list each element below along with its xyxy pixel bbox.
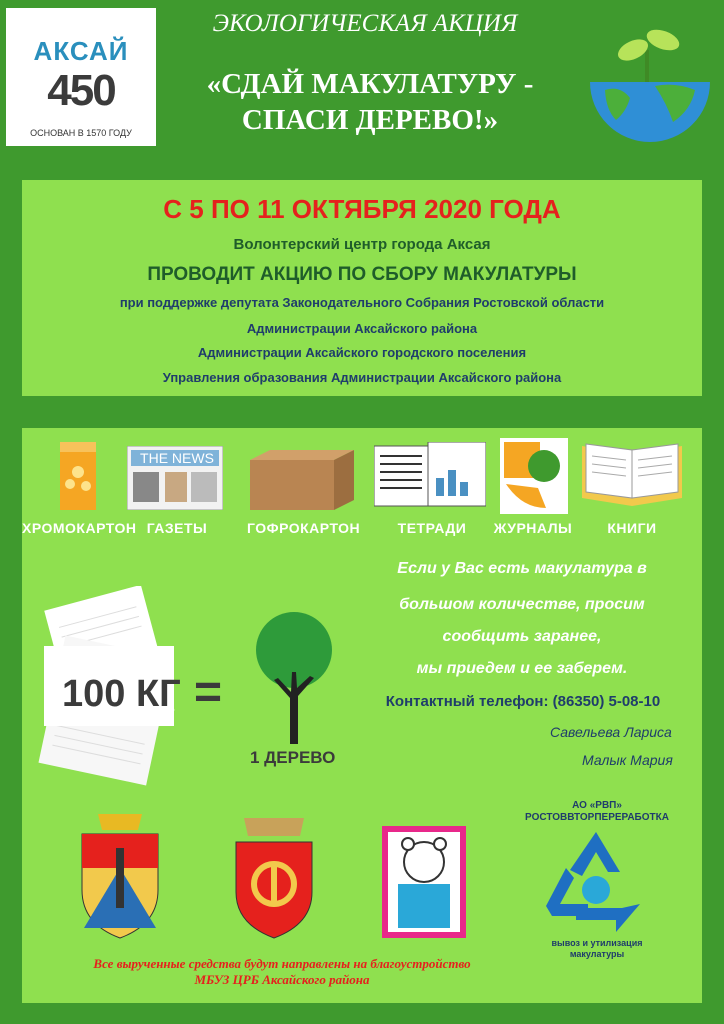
event-dates: С 5 ПО 11 ОКТЯБРЯ 2020 ГОДА — [163, 194, 561, 224]
contact-person: Малык Мария — [582, 752, 673, 768]
category-label: ГОФРОКАРТОН — [247, 520, 361, 536]
notice-line: Если у Вас есть макулатура в — [397, 560, 647, 577]
category-label: ЖУРНАЛЫ — [493, 520, 573, 536]
logo-word: АКСАЙ — [33, 36, 129, 66]
aksai-450-logo — [6, 8, 156, 146]
support-line: Администрации Аксайского района — [246, 321, 478, 336]
partner-title: АО «РВП» РОСТОВВТОРПЕРЕРАБОТКА — [525, 800, 669, 823]
magazine-icon — [500, 438, 568, 514]
category-label: ГАЗЕТЫ — [146, 520, 208, 536]
weight-label: 100 КГ — [62, 673, 181, 715]
globe-sprout-icon — [585, 20, 715, 150]
tree-icon — [244, 608, 344, 748]
category-label: КНИГИ — [607, 520, 657, 536]
recycling-icon — [536, 828, 656, 936]
notice-line: мы приедем и ее заберем. — [416, 660, 628, 677]
support-line: Администрации Аксайского городского поселения — [197, 345, 527, 360]
tree-caption: 1 ДЕРЕВО — [250, 748, 336, 767]
newspaper-icon — [127, 446, 223, 510]
library-bear-logo — [382, 826, 466, 938]
main-panel — [22, 428, 702, 1003]
notice-line: большом количестве, просим — [399, 596, 645, 613]
donation-note: Все вырученные средства будут направлены на благоустройство МБУЗ ЦРБ Аксайского района — [93, 956, 471, 987]
book-icon — [582, 442, 682, 508]
event-title: «СДАЙ МАКУЛАТУРУ - СПАСИ ДЕРЕВО!» — [206, 68, 534, 136]
carton-box-icon — [56, 440, 100, 514]
contact-phone: Контактный телефон: (86350) 5-08-10 — [385, 693, 661, 710]
cardboard-box-icon — [250, 450, 354, 510]
action-title: ПРОВОДИТ АКЦИЮ ПО СБОРУ МАКУЛАТУРЫ — [147, 264, 577, 285]
rostov-region-coat-of-arms — [70, 808, 170, 943]
contact-person: Савельева Лариса — [550, 724, 672, 740]
newspaper-masthead: THE NEWS — [140, 450, 214, 466]
logo-subtitle: ОСНОВАН В 1570 ГОДУ — [30, 128, 132, 138]
info-panel — [22, 180, 702, 396]
notice-line: сообщить заранее, — [442, 628, 602, 645]
organizer: Волонтерский центр города Аксая — [233, 236, 491, 253]
category-label: ТЕТРАДИ — [397, 520, 467, 536]
category-label: ХРОМОКАРТОН — [22, 520, 137, 536]
event-kicker: ЭКОЛОГИЧЕСКАЯ АКЦИЯ — [212, 10, 518, 37]
support-line: Управления образования Администрации Аксайского района — [162, 370, 562, 385]
aksai-district-coat-of-arms — [228, 814, 320, 940]
support-line: при поддержке депутата Законодательного Собрания Ростовской области — [119, 295, 605, 310]
logo-number: 450 — [47, 66, 115, 115]
partner-subtitle: вывоз и утилизация макулатуры — [551, 938, 643, 959]
notebook-icon — [374, 442, 486, 510]
equals-sign: = — [194, 666, 223, 719]
